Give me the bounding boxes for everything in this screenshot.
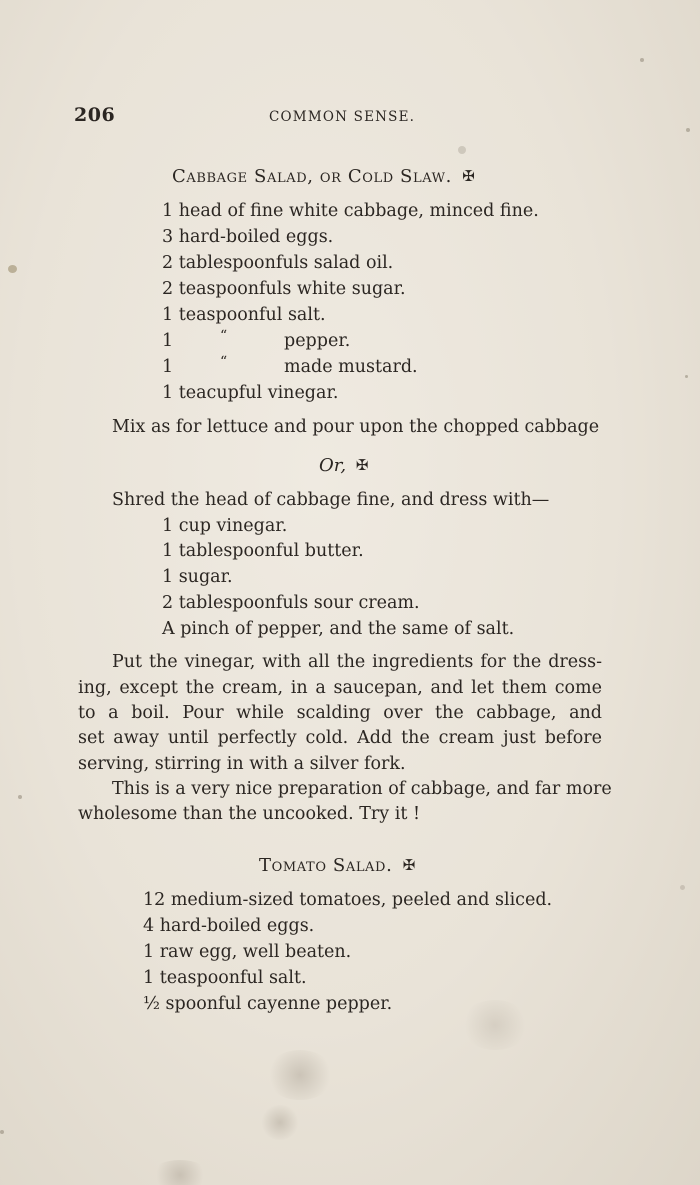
ingredient-line: 1 teaspoonful salt. [162,305,326,325]
ditto-text: pepper. [284,331,351,351]
ditto-qty: 1 [162,357,174,377]
tomato-salad-title [259,855,416,876]
page-number: 206 [74,104,116,126]
ingredient-line: 1 cup vinegar. [162,516,288,536]
ingredient-line: 1 raw egg, well beaten. [143,942,352,962]
ingredient-ditto-line [162,328,462,353]
paper-stain [460,1000,530,1050]
paper-stain [265,1050,335,1100]
ingredient-line: 1 tablespoonful butter. [162,541,364,561]
cabbage-salad-title [172,166,475,187]
paper-speck [0,1130,4,1134]
ingredient-line: ½ spoonful cayenne pepper. [143,994,393,1014]
paragraph-line: This is a very nice preparation of cabbage, and far more [112,779,612,799]
paper-speck [680,885,685,890]
tomato-salad-title-text: Tomato Salad. [259,855,393,876]
ditto-qty: 1 [162,331,174,351]
ingredient-line: 3 hard-boiled eggs. [162,227,334,247]
paragraph-line: ing, except the cream, in a saucepan, and let them come [78,678,602,698]
ingredient-line: 1 teacupful vinegar. [162,383,339,403]
ditto-text: made mustard. [284,357,418,377]
paragraph-line: to a boil. Pour while scalding over the cabbage, and [78,703,602,723]
ingredient-line: 4 hard-boiled eggs. [143,916,315,936]
paper-stain [260,1105,300,1140]
ingredient-line: A pinch of pepper, and the same of salt. [162,619,515,639]
paper-speck [686,128,690,132]
ditto-mark: “ [220,328,228,344]
ditto-mark: “ [220,354,228,370]
ingredient-line: 2 teaspoonfuls white sugar. [162,279,406,299]
cabbage-salad-title-text: Cabbage Salad, or Cold Slaw. [172,166,452,187]
ingredient-line: 12 medium-sized tomatoes, peeled and sliced. [143,890,553,910]
cross-ornament-icon: ✠ [355,456,369,474]
page-header [74,104,614,130]
paper-speck [685,375,688,378]
or-label: Or, [319,455,347,476]
paper-speck [458,146,466,154]
paragraph-line: wholesome than the uncooked. Try it ! [78,804,420,824]
ingredient-line: 1 teaspoonful salt. [143,968,307,988]
alternative-heading [319,455,368,476]
instruction-line: Mix as for lettuce and pour upon the chopped cabbage [112,417,600,437]
paragraph-line: set away until perfectly cold. Add the cream just before [78,728,602,748]
cross-ornament-icon: ✠ [402,856,416,874]
paper-speck [18,795,22,799]
paper-speck [8,265,17,273]
paragraph-line: serving, stirring in with a silver fork. [78,754,406,774]
ingredient-line: 2 tablespoonfuls salad oil. [162,253,394,273]
cross-ornament-icon: ✠ [462,167,476,185]
running-head: COMMON SENSE. [269,109,416,125]
ingredient-ditto-line [162,354,462,379]
paper-speck [640,58,644,62]
ingredient-line: 1 sugar. [162,567,233,587]
ingredient-line: 2 tablespoonfuls sour cream. [162,593,420,613]
ingredient-line: 1 head of fine white cabbage, minced fine. [162,201,539,221]
paragraph-line: Put the vinegar, with all the ingredients for the dress- [112,652,602,672]
alternative-intro: Shred the head of cabbage fine, and dress with— [112,490,550,510]
paper-stain [150,1160,210,1185]
